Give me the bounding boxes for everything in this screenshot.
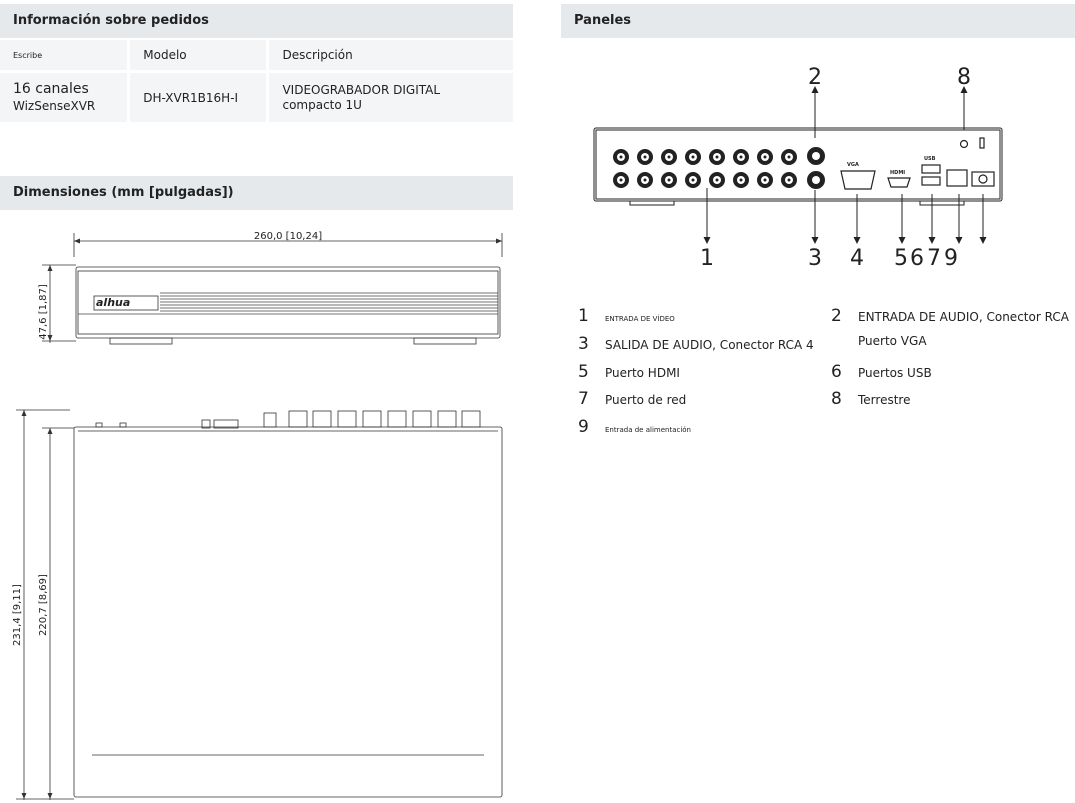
legend-item [831, 334, 927, 348]
dimensions-drawing [0, 215, 513, 803]
legend-item [578, 334, 814, 354]
legend-text: Puerto HDMI [605, 366, 680, 380]
width-dimension-label: 260,0 [10,24] [253, 231, 323, 242]
order-table-row [0, 73, 513, 122]
depth-outer-label: 231,4 [9,11] [12, 584, 23, 646]
cell-description [269, 73, 513, 122]
type-line2: WizSenseXVR [13, 98, 96, 113]
header-description: Descripción [269, 40, 513, 70]
legend-text: Puertos USB [858, 366, 932, 380]
dimensions-header: Dimensiones (mm [pulgadas]) [0, 176, 513, 210]
legend-text: Puerto de red [605, 393, 687, 407]
cell-model: DH-XVR1B16H-I [130, 73, 266, 122]
legend-text: Puerto VGA [858, 334, 927, 348]
brand-logo-text: alhua [96, 296, 131, 309]
legend-num: 3 [578, 334, 589, 354]
callout-7: 7 [927, 246, 941, 271]
legend-num: 2 [831, 306, 842, 326]
header-type: Escribe [0, 40, 127, 70]
legend-item [578, 417, 691, 437]
legend-item [831, 362, 932, 382]
legend-num: 1 [578, 306, 589, 326]
header-model: Modelo [130, 40, 266, 70]
legend-num: 8 [831, 389, 842, 409]
panels-header: Paneles [561, 4, 1075, 38]
port-label-hdmi: HDMI [890, 170, 906, 176]
rear-panel-drawing [570, 60, 1010, 275]
height-dimension-label: 47,6 [1,87] [38, 284, 49, 340]
port-label-usb: USB [924, 156, 936, 162]
legend-num: 7 [578, 389, 589, 409]
callout-3: 3 [808, 246, 822, 271]
callout-8: 8 [957, 65, 971, 90]
depth-inner-label: 220,7 [8,69] [38, 574, 49, 636]
legend-text: ENTRADA DE AUDIO, Conector RCA [858, 310, 1069, 324]
legend-text: Entrada de alimentación [605, 426, 691, 434]
order-table [0, 40, 513, 122]
cell-type [0, 73, 127, 122]
legend-num: 6 [831, 362, 842, 382]
legend-text: ENTRADA DE VÍDEO [605, 315, 675, 323]
desc-line1: VIDEOGRABADOR DIGITAL [282, 82, 441, 97]
type-line1: 16 canales [13, 80, 89, 97]
order-info-header: Información sobre pedidos [0, 4, 513, 38]
legend-item [831, 389, 910, 409]
legend-text: SALIDA DE AUDIO, Conector RCA 4 [605, 338, 814, 352]
callout-4: 4 [850, 246, 864, 271]
legend-num: 5 [578, 362, 589, 382]
callout-5: 5 [894, 246, 908, 271]
legend-item [578, 362, 680, 382]
legend-text: Terrestre [858, 393, 911, 407]
legend-item [831, 306, 1069, 326]
callout-1: 1 [700, 246, 714, 271]
port-label-vga: VGA [847, 162, 859, 168]
callout-2: 2 [808, 65, 822, 90]
callout-9: 9 [944, 246, 958, 271]
desc-line2: compacto 1U [282, 97, 362, 112]
legend-num: 9 [578, 417, 589, 437]
legend-item [578, 389, 686, 409]
order-table-header [0, 40, 513, 70]
callout-6: 6 [910, 246, 924, 271]
legend-item [578, 306, 675, 326]
